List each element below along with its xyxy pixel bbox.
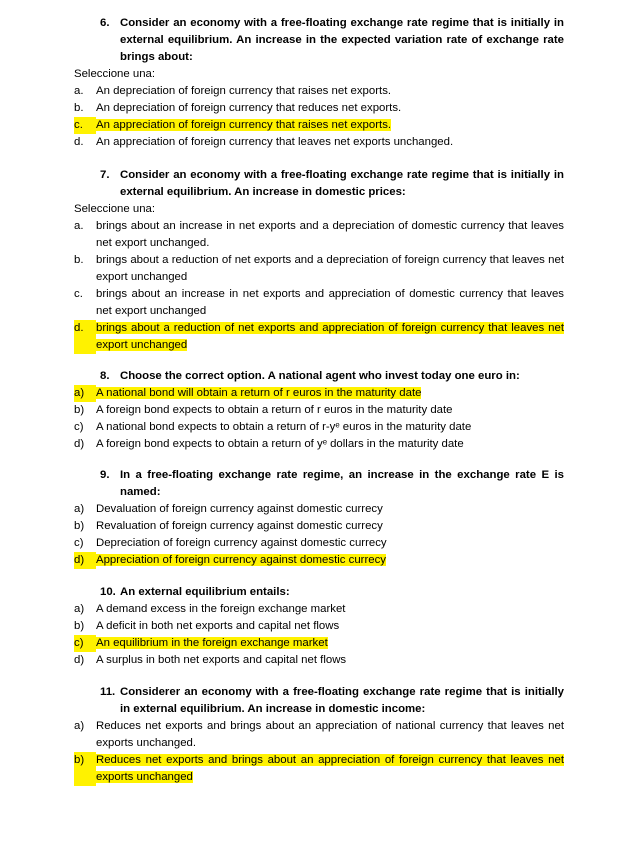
option-letter: b) [74, 620, 85, 632]
option-text [96, 752, 564, 786]
option-d-highlighted [74, 320, 564, 354]
option-c-highlighted [74, 117, 564, 134]
option-text: Reduces net exports and brings about an appreciation of national currency that leaves net exports unchanged. [96, 720, 564, 749]
option-d [74, 134, 564, 151]
question-title [74, 467, 564, 501]
highlighted-answer: Appreciation of foreign currency against domestic currecy [96, 554, 386, 566]
highlighted-answer: brings about a reduction of net exports and appreciation of foreign currency that leaves net export unchanged [96, 322, 564, 351]
option-text [96, 385, 564, 402]
option-c [74, 419, 564, 436]
question-9 [74, 467, 564, 569]
highlighted-answer: Reduces net exports and brings about an appreciation of foreign currency that leaves net exports unchanged [96, 754, 564, 783]
question-number: 7. [100, 169, 110, 181]
option-a [74, 718, 564, 752]
question-7 [74, 167, 564, 354]
question-10 [74, 584, 564, 669]
option-d [74, 652, 564, 669]
question-title [74, 584, 564, 601]
option-letter: b. [74, 102, 84, 114]
option-letter: d. [74, 136, 84, 148]
option-a [74, 601, 564, 618]
option-c-highlighted [74, 635, 564, 652]
option-text: brings about a reduction of net exports and a depreciation of foreign currency that leaves net export unchanged [96, 254, 564, 283]
option-letter: c) [74, 537, 84, 549]
question-6 [74, 15, 564, 151]
option-text: A demand excess in the foreign exchange market [96, 603, 346, 615]
option-b [74, 618, 564, 635]
option-letter: a. [74, 85, 84, 97]
option-b [74, 252, 564, 286]
option-a [74, 501, 564, 518]
question-title [74, 15, 564, 66]
question-number: 8. [100, 370, 110, 382]
option-letter: b. [74, 254, 84, 266]
option-text: A national bond expects to obtain a return of r-yᵉ euros in the maturity date [96, 421, 472, 433]
option-letter: d) [74, 552, 96, 569]
option-letter: b) [74, 752, 96, 786]
question-title [74, 167, 564, 201]
highlighted-answer: An equilibrium in the foreign exchange market [96, 637, 328, 649]
option-a [74, 218, 564, 252]
option-text: An appreciation of foreign currency that leaves net exports unchanged. [96, 136, 454, 148]
option-b [74, 402, 564, 419]
question-text: An external equilibrium entails: [120, 586, 290, 598]
option-letter: c) [74, 421, 84, 433]
option-text: brings about an increase in net exports and appreciation of domestic currency that leaves net export unchanged [96, 288, 564, 317]
option-letter: d. [74, 320, 96, 354]
option-text [96, 552, 564, 569]
option-letter: a) [74, 385, 96, 402]
option-letter: c. [74, 288, 83, 300]
option-letter: d) [74, 654, 85, 666]
question-number: 6. [100, 17, 110, 29]
option-text: brings about an increase in net exports and a depreciation of domestic currency that leaves net export unchanged. [96, 220, 564, 249]
option-letter: c) [74, 635, 96, 652]
option-text: An depreciation of foreign currency that reduces net exports. [96, 102, 402, 114]
option-text: A surplus in both net exports and capital net flows [96, 654, 347, 666]
select-prompt: Seleccione una: [74, 68, 156, 80]
question-text: Consider an economy with a free-floating exchange rate regime that is initially in external equilibrium. An increase in the expected variation rate of exchange rate brings about: [120, 17, 564, 63]
option-text: Devaluation of foreign currency against domestic currecy [96, 503, 383, 515]
option-b [74, 100, 564, 117]
option-b-highlighted [74, 752, 564, 786]
option-text: Revaluation of foreign currency against domestic currecy [96, 520, 383, 532]
option-text [96, 117, 564, 134]
option-letter: a) [74, 720, 85, 732]
option-b [74, 518, 564, 535]
option-text: A foreign bond expects to obtain a return of yᵉ dollars in the maturity date [96, 438, 464, 450]
option-a-highlighted [74, 385, 564, 402]
option-letter: b) [74, 404, 85, 416]
option-d-highlighted [74, 552, 564, 569]
question-number: 10. [100, 586, 116, 598]
question-text: Considerer an economy with a free-floating exchange rate regime that is initially in external equilibrium. An increase in domestic income: [120, 686, 564, 715]
option-letter: a) [74, 603, 85, 615]
option-c [74, 535, 564, 552]
question-text: Choose the correct option. A national agent who invest today one euro in: [120, 370, 520, 382]
question-title [74, 368, 564, 385]
question-8 [74, 368, 564, 453]
highlighted-answer: An appreciation of foreign currency that raises net exports. [96, 119, 392, 131]
option-text [96, 635, 564, 652]
option-text [96, 320, 564, 354]
question-title [74, 684, 564, 718]
option-d [74, 436, 564, 453]
select-prompt: Seleccione una: [74, 203, 156, 215]
option-c [74, 286, 564, 320]
option-a [74, 83, 564, 100]
option-letter: b) [74, 520, 85, 532]
option-letter: a) [74, 503, 85, 515]
highlighted-answer: A national bond will obtain a return of r euros in the maturity date [96, 387, 422, 399]
option-text: An depreciation of foreign currency that raises net exports. [96, 85, 392, 97]
option-letter: c. [74, 117, 96, 134]
option-text: Depreciation of foreign currency against domestic currecy [96, 537, 387, 549]
question-11 [74, 684, 564, 786]
question-number: 9. [100, 469, 110, 481]
question-text: Consider an economy with a free-floating exchange rate regime that is initially in external equilibrium. An increase in domestic prices: [120, 169, 564, 198]
question-number: 11. [100, 686, 116, 698]
option-letter: d) [74, 438, 85, 450]
option-letter: a. [74, 220, 84, 232]
option-text: A foreign bond expects to obtain a return of r euros in the maturity date [96, 404, 453, 416]
option-text: A deficit in both net exports and capital net flows [96, 620, 340, 632]
question-text: In a free-floating exchange rate regime, an increase in the exchange rate E is named: [120, 469, 564, 498]
